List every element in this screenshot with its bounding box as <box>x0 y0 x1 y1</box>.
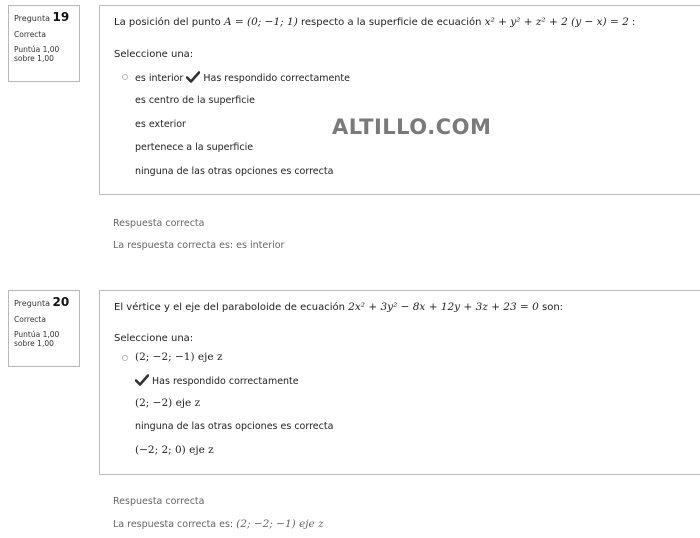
radio-selected-dot[interactable] <box>122 355 128 361</box>
option-vertex-3[interactable]: (−2; 2; 0) eje z <box>135 444 214 456</box>
question-text: El vértice y el eje del paraboloide de ecuación 2x² + 3y² − 8x + 12y + 3z + 23 = 0 son: <box>114 301 564 313</box>
option-exterior[interactable]: es exterior <box>135 119 186 130</box>
question-text: La posición del punto A = (0; −1; 1) respecto a la superficie de ecuación x² + y² + z² + 2 (y − x) = 2 : <box>114 16 636 28</box>
check-icon <box>186 71 200 83</box>
option-ninguna[interactable]: ninguna de las otras opciones es correcta <box>135 421 334 432</box>
question-points: Puntúa 1,00 sobre 1,00 <box>14 45 60 64</box>
question-number: Pregunta 20 <box>14 295 70 309</box>
question-box-19 <box>99 5 700 195</box>
check-icon <box>135 374 149 386</box>
question-number: Pregunta 19 <box>14 10 70 24</box>
question-points: Puntúa 1,00 sobre 1,00 <box>14 330 60 349</box>
radio-selected-dot[interactable] <box>122 74 128 80</box>
question-info-19 <box>8 5 80 82</box>
option-interior[interactable]: es interior Has respondido correctamente <box>135 73 350 84</box>
option-vertex-1[interactable]: (2; −2; −1) eje z <box>135 351 223 363</box>
correct-answer: La respuesta correcta es: es interior <box>113 240 285 251</box>
option-pertenece[interactable]: pertenece a la superficie <box>135 142 254 153</box>
feedback-correct: Has respondido correctamente <box>135 374 299 387</box>
question-status: Correcta <box>14 315 46 325</box>
feedback-correct: Has respondido correctamente <box>203 73 350 84</box>
question-box-20 <box>99 290 700 475</box>
option-centro[interactable]: es centro de la superficie <box>135 95 255 106</box>
select-prompt: Seleccione una: <box>114 333 194 344</box>
response-status: Respuesta correcta <box>113 496 205 507</box>
question-status: Correcta <box>14 30 46 40</box>
question-info-20 <box>8 290 80 367</box>
select-prompt: Seleccione una: <box>114 49 194 60</box>
response-status: Respuesta correcta <box>113 218 205 229</box>
watermark: ALTILLO.COM <box>332 115 492 139</box>
correct-answer: La respuesta correcta es: (2; −2; −1) eje z <box>113 518 324 530</box>
option-ninguna[interactable]: ninguna de las otras opciones es correcta <box>135 166 334 177</box>
option-vertex-2[interactable]: (2; −2) eje z <box>135 397 201 409</box>
